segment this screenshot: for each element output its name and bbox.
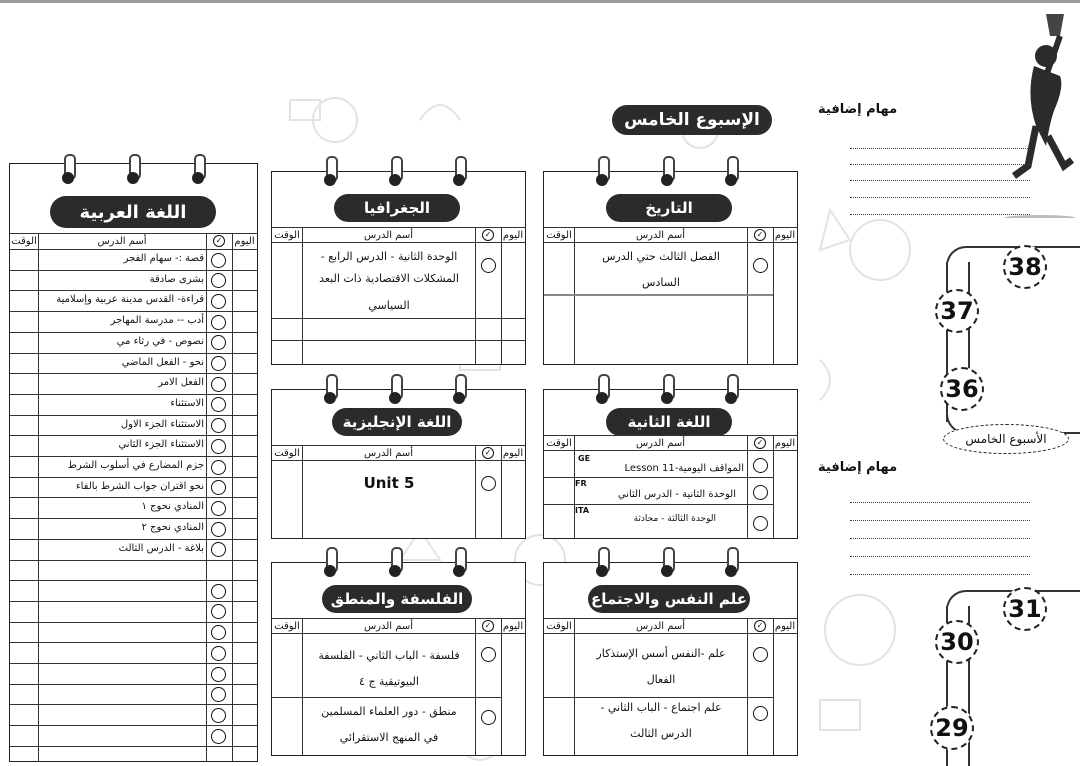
lesson-text: السادس [642,276,680,289]
lesson-checkbox[interactable] [753,516,768,531]
time-header: الوقت [11,236,37,247]
task-line[interactable] [850,164,1030,165]
lesson-header: أسم الدرس [97,236,147,247]
lesson-text: المواقف اليومية-Lesson 11 [624,463,744,474]
lesson-header: أسم الدرس [635,438,686,449]
psychology-card [543,562,798,756]
lesson-text: الاستثناء الجزء الثاني [118,439,204,451]
lesson-text: في المنهج الاستقرائي [339,731,439,744]
lesson-checkbox[interactable] [211,460,226,475]
geography-card [271,171,526,365]
lesson-checkbox[interactable] [753,485,768,500]
lesson-text: الوحدة الثالثة - محادثة [633,514,716,524]
lesson-checkbox[interactable] [211,377,226,392]
day-header: اليوم [234,236,255,247]
time-header: الوقت [274,230,300,241]
lesson-header: أسم الدرس [363,621,414,632]
lesson-text: الاستثناء [170,397,204,409]
language-tag: ITA [575,506,590,515]
task-line[interactable] [850,197,1030,198]
lesson-text: فلسفة - الباب الثاني - الفلسفة [318,649,460,662]
history-title: التاريخ [606,194,732,222]
lesson-checkbox[interactable] [211,542,226,557]
time-header: الوقت [546,230,572,241]
check-header-icon: ✓ [754,620,766,632]
lesson-checkbox[interactable] [211,729,226,744]
week-title: الإسبوع الخامس [612,105,772,135]
lesson-header: أسم الدرس [635,230,686,241]
check-header-icon: ✓ [482,620,494,632]
lesson-checkbox[interactable] [211,708,226,723]
philosophy-card [271,562,526,756]
lesson-text: جزم المضارع في أسلوب الشرط [67,460,204,471]
task-line[interactable] [850,556,1030,557]
top-border [0,0,1080,3]
week-label-oval: الأسبوع الخامس [943,424,1069,454]
lesson-checkbox[interactable] [211,522,226,537]
lesson-header: أسم الدرس [363,230,414,241]
lesson-checkbox[interactable] [211,273,226,288]
psychology-title: علم النفس والاجتماع [588,585,750,613]
task-line[interactable] [850,148,1030,149]
lesson-checkbox[interactable] [211,335,226,350]
lesson-header: أسم الدرس [363,448,414,459]
language-tag: GE [578,454,591,463]
lesson-checkbox[interactable] [211,253,226,268]
lesson-checkbox[interactable] [211,418,226,433]
time-header: الوقت [274,448,300,459]
day-number: 36 [940,367,984,411]
english-card [271,389,526,539]
time-header: الوقت [546,621,572,632]
lesson-text: الفصل الثالث حتي الدرس [602,250,720,263]
lesson-checkbox[interactable] [481,476,496,491]
lesson-text: Unit 5 [363,474,415,492]
task-line[interactable] [850,538,1030,539]
lesson-checkbox[interactable] [211,604,226,619]
arabic-title: اللغة العربية [50,196,216,228]
arabic-card [9,163,258,762]
lesson-text: المنادي نحوج ٢ [141,522,204,534]
day-header: اليوم [774,438,796,449]
lesson-checkbox[interactable] [211,356,226,371]
day-number: 38 [1003,245,1047,289]
lesson-checkbox[interactable] [211,501,226,516]
day-number: 31 [1003,587,1047,631]
extra-tasks-label-1: مهام إضافية [818,102,898,117]
day-header: اليوم [502,621,524,632]
lesson-checkbox[interactable] [211,584,226,599]
task-line[interactable] [850,214,1030,215]
check-header-icon: ✓ [754,229,766,241]
extra-tasks-label-2: مهام إضافية [818,460,898,475]
day-header: اليوم [502,230,524,241]
second-language-card [543,389,798,539]
task-line[interactable] [850,502,1030,503]
lesson-checkbox[interactable] [211,294,226,309]
lesson-checkbox[interactable] [211,397,226,412]
geography-title: الجغرافيا [334,194,460,222]
check-header-icon: ✓ [482,229,494,241]
check-header-icon: ✓ [754,437,766,449]
lesson-text: قراءة- القدس مدينة عربية وإسلامية [56,294,204,306]
check-header-icon: ✓ [213,235,225,247]
second-language-title: اللغة الثانية [606,408,732,436]
day-number: 29 [930,706,974,750]
task-line[interactable] [850,520,1030,521]
lesson-checkbox[interactable] [481,710,496,725]
runner-mascot-icon [1000,6,1075,218]
lesson-checkbox[interactable] [481,647,496,662]
english-title: اللغة الإنجليزية [332,408,462,436]
philosophy-title: الفلسفة والمنطق [322,585,472,613]
task-line[interactable] [850,180,1030,181]
lesson-text: بشرى صادقة [149,273,204,285]
lesson-text: قصة :- سهام الفجر [123,253,204,264]
lesson-checkbox[interactable] [753,706,768,721]
lesson-text: الفعل الامر [158,377,204,389]
check-header-icon: ✓ [482,447,494,459]
lesson-text: الدرس الثالث [630,727,692,740]
lesson-text: نصوص - في رثاء مي [116,335,204,347]
task-line[interactable] [850,574,1030,575]
day-number: 30 [935,620,979,664]
lesson-text: منطق - دور العلماء المسلمين [321,705,457,718]
lesson-checkbox[interactable] [481,258,496,273]
history-card [543,171,798,365]
day-header: اليوم [774,621,796,632]
lesson-header: أسم الدرس [635,621,686,632]
lesson-checkbox[interactable] [211,439,226,454]
lesson-text: نحو اقتران جواب الشرط بالفاء [75,480,204,492]
lesson-text: علم -النفس أسس الإستذكار [596,647,726,660]
lesson-text: الوحدة الثانية - الدرس الرابع - [320,250,458,263]
lesson-checkbox[interactable] [211,315,226,330]
day-header: اليوم [502,448,524,459]
day-header: اليوم [774,230,796,241]
lesson-checkbox[interactable] [211,646,226,661]
lesson-checkbox[interactable] [753,647,768,662]
lesson-checkbox[interactable] [211,687,226,702]
time-header: الوقت [546,438,572,449]
lesson-checkbox[interactable] [753,458,768,473]
lesson-checkbox[interactable] [211,480,226,495]
lesson-text: نحو - الفعل الماضي [121,356,204,368]
lesson-text: المشكلات الاقتصادية ذات البعد [319,272,459,285]
time-header: الوقت [274,621,300,632]
lesson-text: السياسي [368,299,410,312]
lesson-text: البيوتيقية ج ٤ [359,675,419,688]
lesson-text: الفعال [646,673,676,686]
lesson-text: علم اجتماع - الباب الثاني - [600,701,722,714]
lesson-text: الاستثناء الجزء الاول [120,418,204,430]
day-number: 37 [935,289,979,333]
lesson-text: المنادي نحوج ١ [141,501,204,513]
lesson-checkbox[interactable] [753,258,768,273]
lesson-text: الوحدة الثانية - الدرس الثاني [617,489,736,500]
lesson-checkbox[interactable] [211,667,226,682]
lesson-checkbox[interactable] [211,625,226,640]
language-tag: FR [575,479,587,488]
lesson-text: أدب -- مدرسة المهاجر [110,315,204,327]
lesson-text: بلاغة - الدرس الثالث [118,542,204,554]
